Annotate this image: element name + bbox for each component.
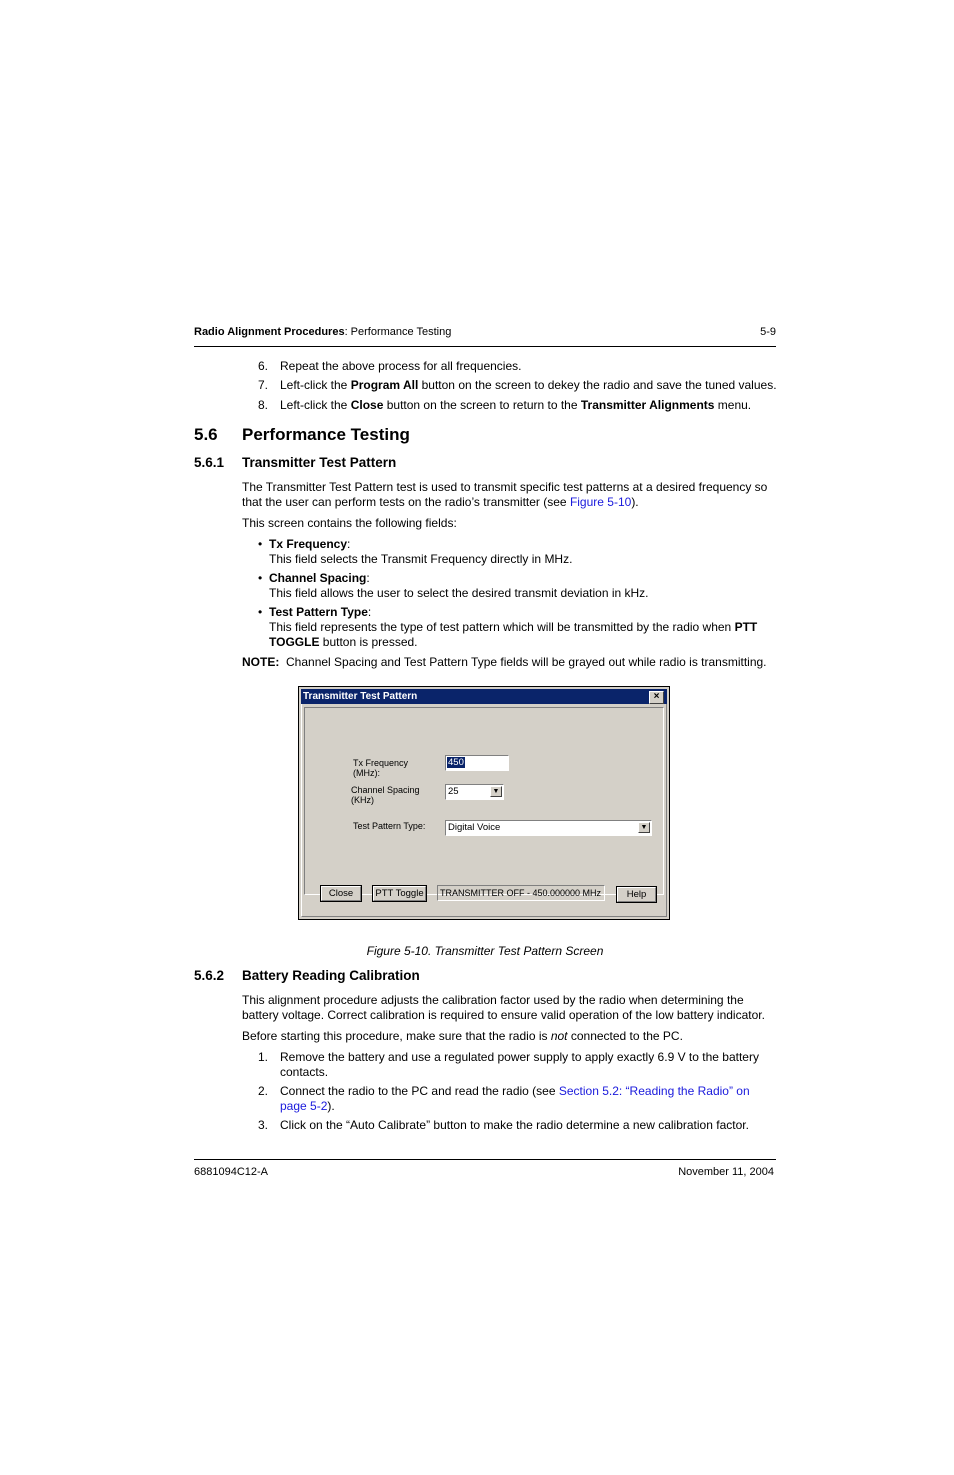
note: NOTE: Channel Spacing and Test Pattern Type fields will be grayed out while radio is transmitting. xyxy=(242,655,767,669)
chevron-down-icon[interactable]: ▼ xyxy=(490,786,502,797)
paragraph: This alignment procedure adjusts the calibration factor used by the radio when determining the battery voltage. Correct calibration is required to ensure valid operation of the low battery indicator. xyxy=(242,993,765,1022)
close-button[interactable]: Close xyxy=(320,885,362,902)
running-header xyxy=(194,326,776,338)
footer xyxy=(194,1166,776,1178)
header-page-number: 5-9 xyxy=(760,326,776,338)
section-link[interactable]: Section 5.2: “Reading the Radio” on page 5-2 xyxy=(280,1084,750,1113)
chevron-down-icon[interactable]: ▼ xyxy=(638,822,650,833)
paragraph: The Transmitter Test Pattern test is used to transmit specific test patterns at a desired frequency so that the user can perform tests on the radio’s transmitter (see Figure 5-10). xyxy=(242,480,768,509)
close-icon[interactable]: × xyxy=(649,691,664,704)
channel-spacing-label: Channel Spacing (KHz) xyxy=(351,785,420,805)
paragraph: Before starting this procedure, make sure that the radio is not connected to the PC. xyxy=(242,1029,683,1043)
section-heading-5-6-1: 5.6.1 Transmitter Test Pattern xyxy=(194,455,397,470)
section-heading-5-6-2: 5.6.2 Battery Reading Calibration xyxy=(194,968,420,983)
tx-frequency-input[interactable]: 450 xyxy=(445,755,509,771)
tx-frequency-label: Tx Frequency (MHz): xyxy=(353,758,409,778)
header-rule xyxy=(194,346,776,347)
test-pattern-type-label: Test Pattern Type: xyxy=(353,821,426,831)
transmitter-test-pattern-dialog xyxy=(298,686,670,920)
channel-spacing-select[interactable]: 25 ▼ xyxy=(445,784,504,800)
ptt-toggle-button[interactable]: PTT Toggle xyxy=(372,885,427,902)
status-field: TRANSMITTER OFF - 450.000000 MHz xyxy=(437,885,605,901)
dialog-title: Transmitter Test Pattern xyxy=(303,691,418,702)
header-section: Radio Alignment Procedures xyxy=(194,326,345,338)
section-heading-5-6: 5.6 Performance Testing xyxy=(194,425,410,444)
dialog-panel xyxy=(304,707,664,895)
dialog-titlebar xyxy=(301,689,667,704)
test-pattern-type-select[interactable]: Digital Voice ▼ xyxy=(445,820,652,836)
footer-doc-id: 6881094C12-A xyxy=(194,1166,269,1178)
footer-rule xyxy=(194,1159,776,1160)
header-subsection: : Performance Testing xyxy=(344,326,452,338)
figure-caption: Figure 5-10. Transmitter Test Pattern Screen xyxy=(366,944,604,958)
footer-date: November 11, 2004 xyxy=(678,1166,774,1178)
help-button[interactable]: Help xyxy=(616,886,657,903)
paragraph: This screen contains the following fields: xyxy=(242,516,457,530)
figure-link[interactable]: Figure 5-10 xyxy=(569,494,632,509)
